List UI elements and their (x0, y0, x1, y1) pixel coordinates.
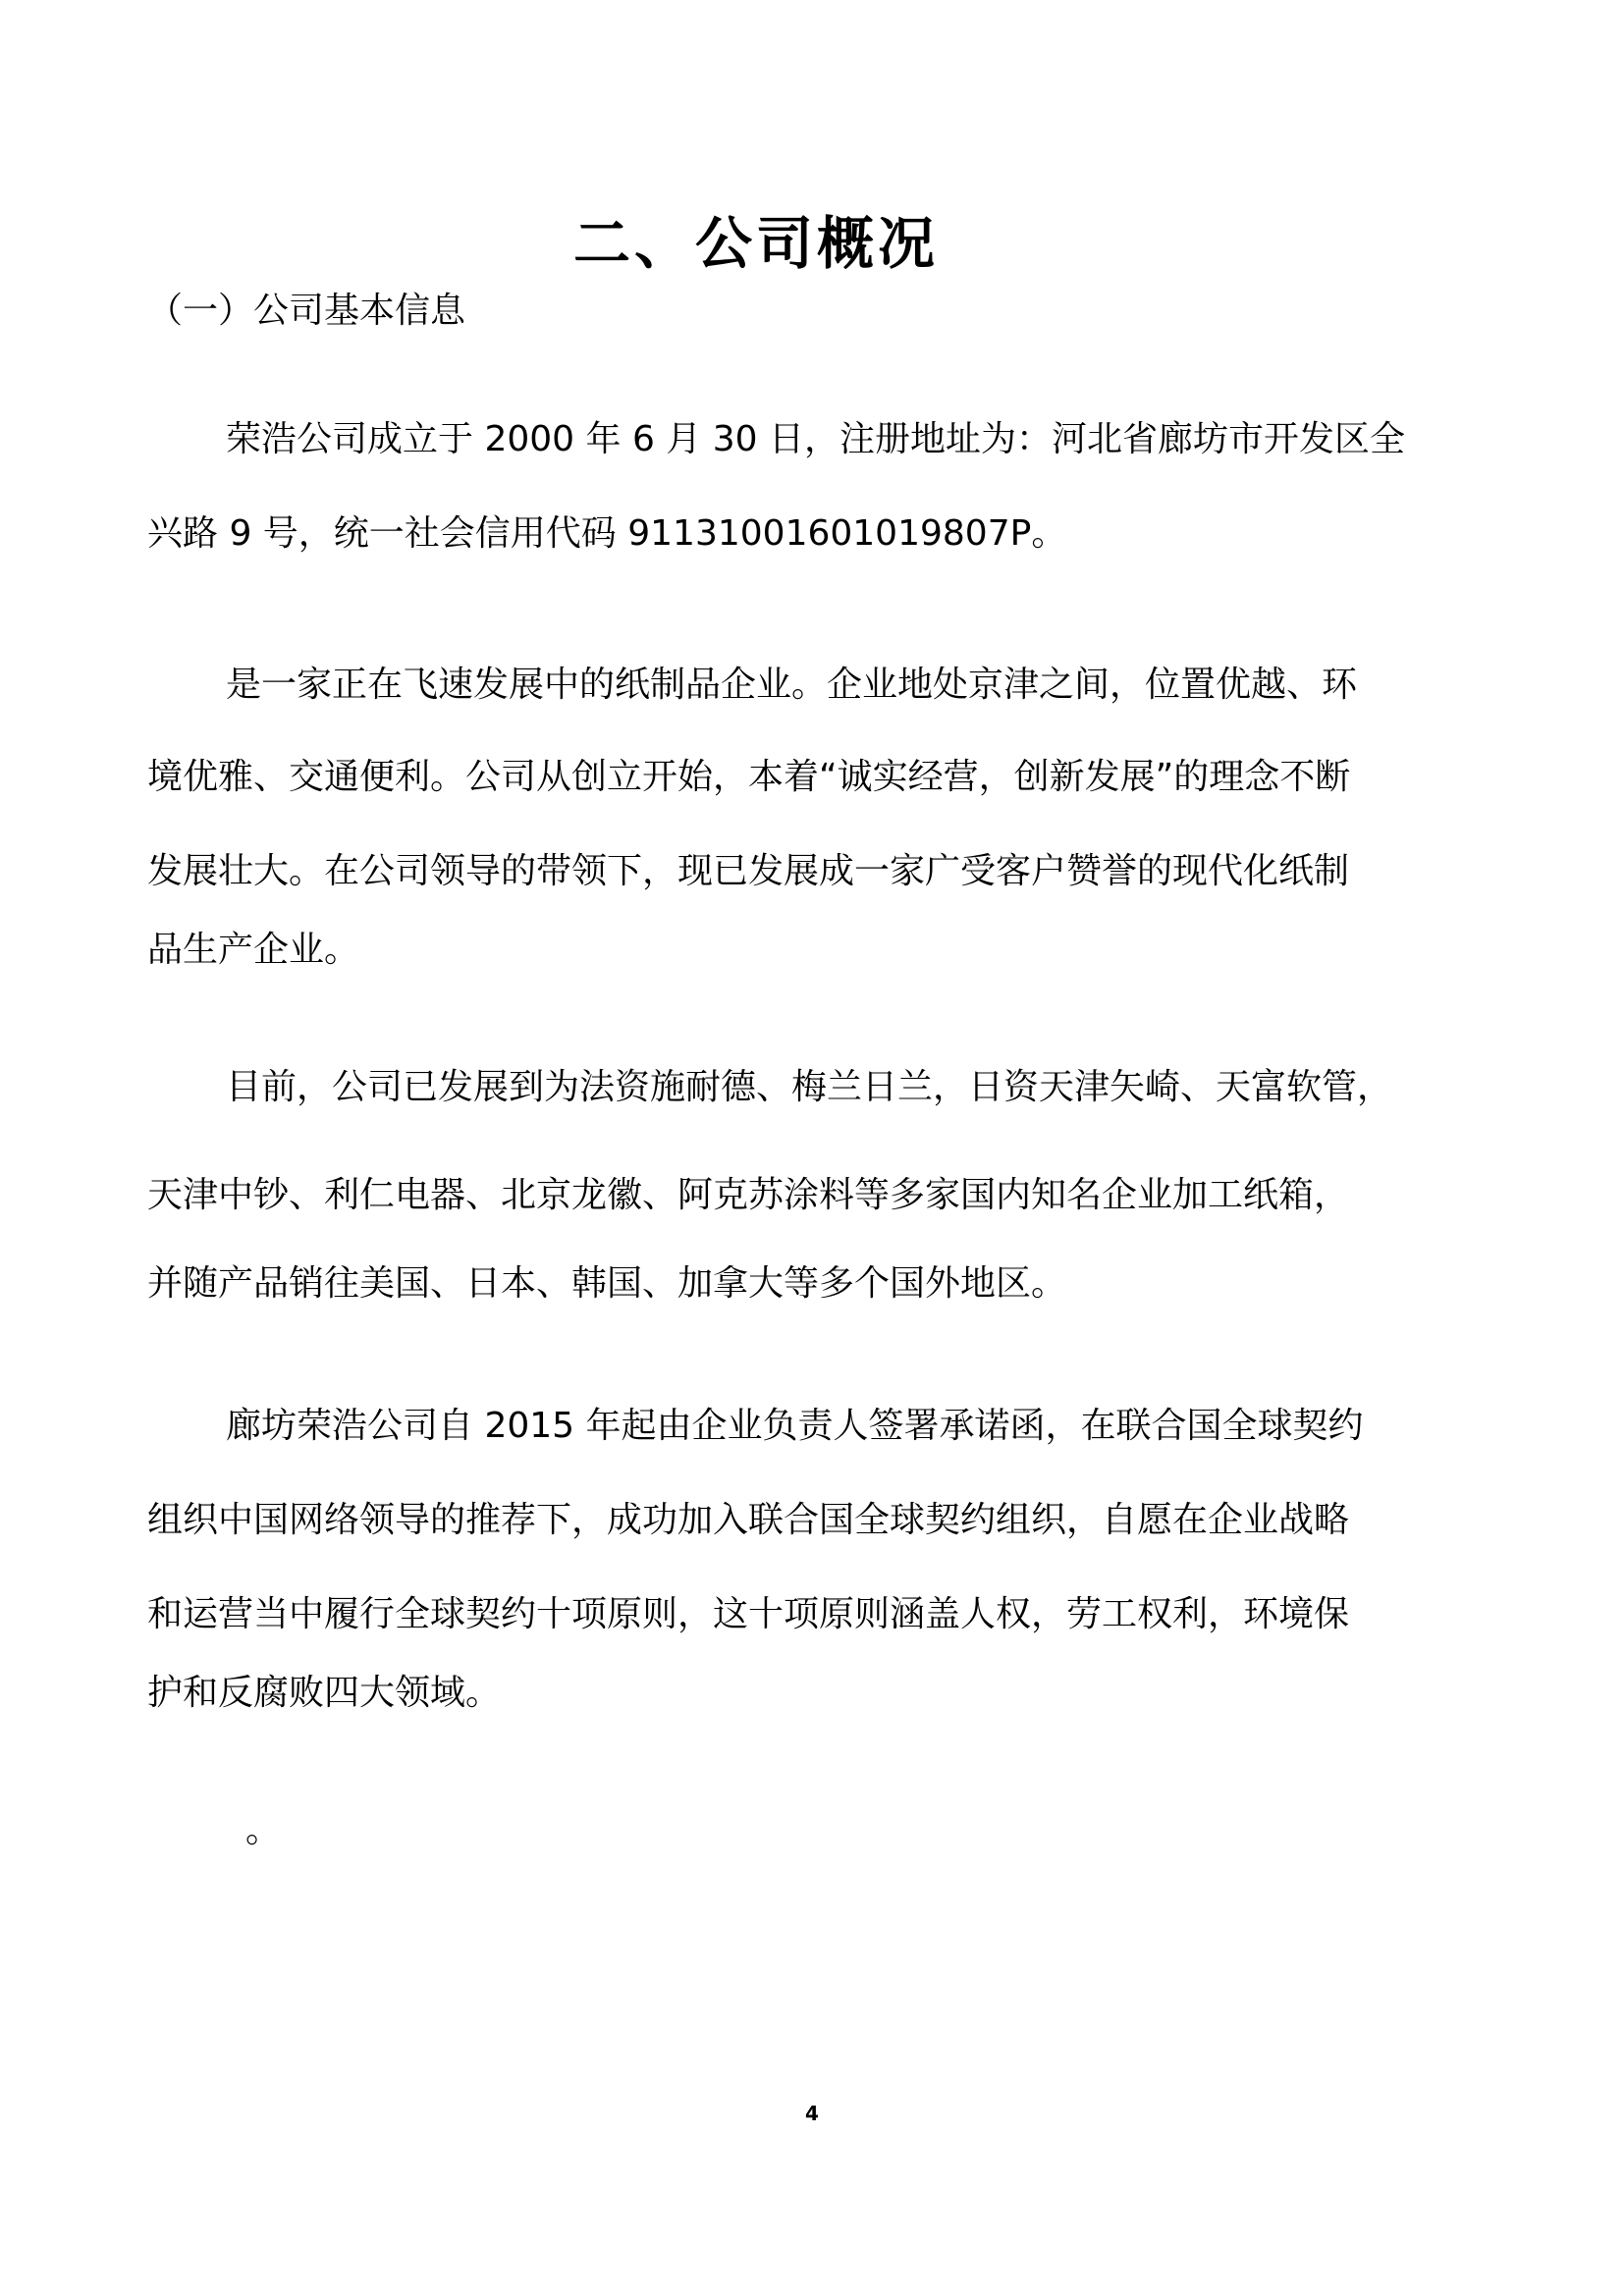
paragraph-line: 品生产企业。 (147, 930, 360, 970)
paragraph-line: 廊坊荣浩公司自 2015 年起由企业负责人签署承诺函，在联合国全球契约 (226, 1406, 1364, 1446)
paragraph-line: 荣浩公司成立于 2000 年 6 月 30 日，注册地址为：河北省廊坊市开发区全 (226, 419, 1405, 459)
stray-period-mark: 。 (245, 1810, 282, 1850)
paragraph-line: 兴路 9 号，统一社会信用代码 91131001601019807P。 (147, 513, 1067, 554)
paragraph-line: 组织中国网络领导的推荐下，成功加入联合国全球契约组织，自愿在企业战略 (147, 1500, 1350, 1540)
section-heading: （一）公司基本信息 (147, 291, 466, 331)
paragraph-line: 境优雅、交通便利。公司从创立开始，本着“诚实经营，创新发展”的理念不断 (147, 757, 1351, 797)
page-title: 二、公司概况 (572, 210, 939, 277)
paragraph-line: 护和反腐败四大领域。 (147, 1673, 502, 1713)
paragraph-line: 是一家正在飞速发展中的纸制品企业。企业地处京津之间，位置优越、环 (226, 665, 1358, 705)
paragraph-line: 天津中钞、利仁电器、北京龙徽、阿克苏涂料等多家国内知名企业加工纸箱， (147, 1175, 1350, 1215)
paragraph-line: 并随产品销往美国、日本、韩国、加拿大等多个国外地区。 (147, 1263, 1067, 1304)
paragraph-line: 目前，公司已发展到为法资施耐德、梅兰日兰，日资天津矢崎、天富软管， (226, 1067, 1393, 1107)
paragraph-line: 发展壮大。在公司领导的带领下，现已发展成一家广受客户赞誉的现代化纸制 (147, 851, 1350, 891)
paragraph-line: 和运营当中履行全球契约十项原则，这十项原则涵盖人权，劳工权利，环境保 (147, 1594, 1350, 1634)
page-number: 4 (805, 2102, 819, 2125)
